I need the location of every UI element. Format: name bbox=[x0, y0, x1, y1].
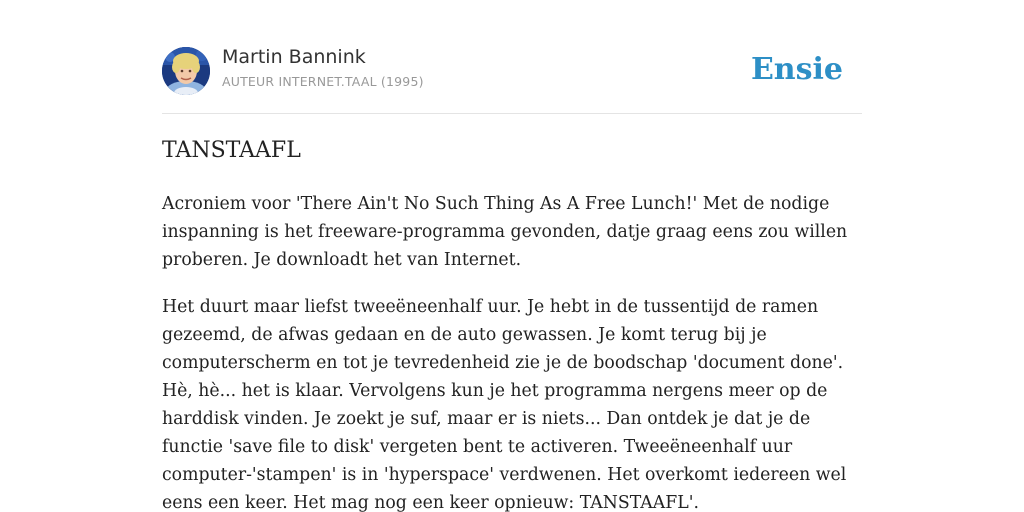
avatar-image bbox=[162, 47, 210, 95]
header-divider bbox=[162, 113, 862, 114]
author-subtitle: AUTEUR INTERNET.TAAL (1995) bbox=[222, 74, 424, 89]
article-body bbox=[162, 190, 864, 512]
author-name[interactable]: Martin Bannink bbox=[222, 46, 366, 68]
article-paragraph: Acroniem voor 'There Ain't No Such Thing As A Free Lunch!' Met de nodige inspanning is het freeware-programma gevonden, datje graag eens zou willen proberen. Je downloadt het van Internet. bbox=[162, 194, 848, 270]
article-paragraph: Het duurt maar liefst tweeëneenhalf uur. Je hebt in de tussentijd de ramen gezeemd, de afwas gedaan en de auto gewassen. Je komt terug bij je computerscherm en tot je tevredenheid zie je de boodschap 'document done'. Hè, hè... het is klaar. Vervolgens kun je het programma nergens meer op de harddisk vinden. Je zoekt je suf, maar er is niets... Dan ontdek je dat je de functie 'save file to disk' vergeten bent te activeren. Tweeëneenhalf uur computer-'stampen' is in 'hyperspace' verdwenen. Het overkomt iedereen wel eens een keer. Het mag nog een keer opnieuw: TANSTAAFL'. bbox=[162, 297, 847, 512]
author-avatar[interactable] bbox=[162, 47, 210, 95]
article-title: TANSTAAFL bbox=[162, 138, 301, 163]
ensie-logo-link[interactable]: Ensie bbox=[750, 52, 843, 87]
author-header bbox=[162, 46, 862, 96]
